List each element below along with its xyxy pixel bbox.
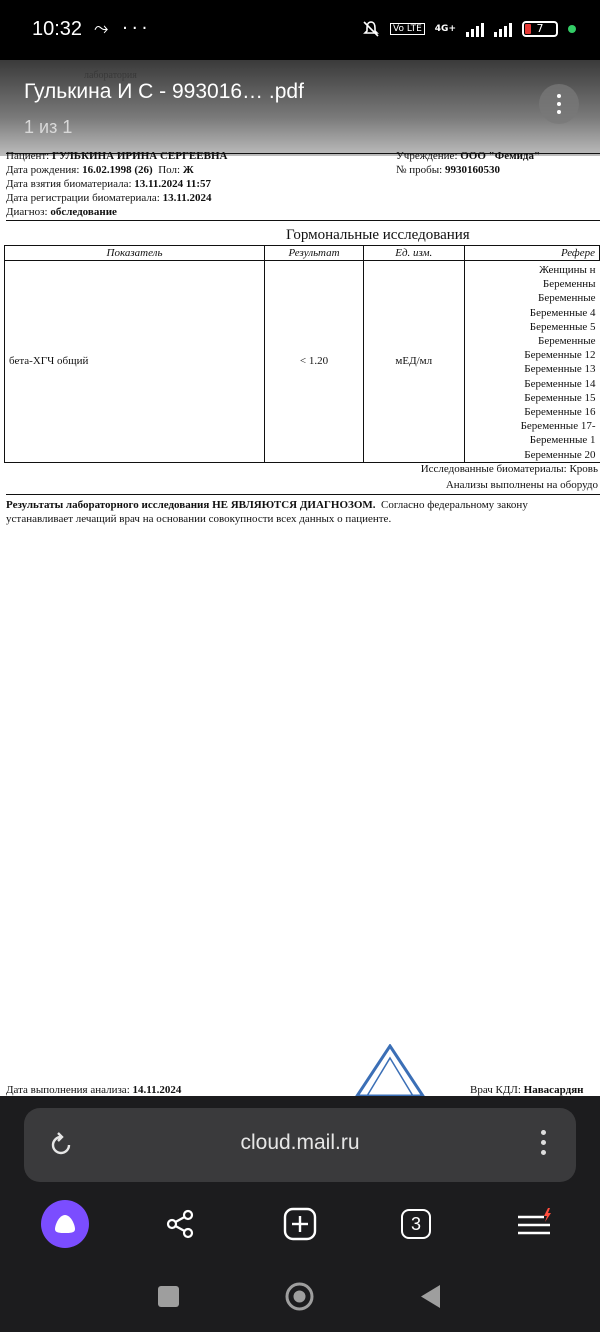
registered-label: Дата регистрации биоматериала: xyxy=(6,192,160,204)
battery-icon xyxy=(522,21,558,37)
sample-line xyxy=(396,164,500,176)
more-notifications-icon: ··· xyxy=(122,18,152,39)
mute-icon xyxy=(362,20,380,38)
signal-icon xyxy=(466,21,484,37)
browser-bottom-bar xyxy=(0,1096,600,1332)
diagnosis-value: обследование xyxy=(50,206,117,218)
reference-line: Женщины н xyxy=(539,264,596,276)
result-cell: < 1.20 xyxy=(265,261,364,463)
lab-logo-text: лаборатория xyxy=(84,70,137,81)
institution-label: Учреждение: xyxy=(396,150,458,162)
lab-stamp xyxy=(355,1044,425,1096)
institution-line xyxy=(396,150,540,162)
back-button[interactable] xyxy=(420,1284,442,1309)
browser-toolbar xyxy=(0,1196,600,1256)
taken-value: 13.11.2024 11:57 xyxy=(134,178,211,190)
notification-icons xyxy=(94,18,151,39)
pdf-page[interactable] xyxy=(0,60,600,1096)
birth-value: 16.02.1998 (26) xyxy=(82,164,153,176)
reference-cell xyxy=(464,261,599,463)
patient-label: Пациент: xyxy=(6,150,50,162)
taken-label: Дата взятия биоматериала: xyxy=(6,178,132,190)
status-right xyxy=(362,20,576,38)
reference-line: Беременные 13 xyxy=(524,363,596,376)
sample-label: № пробы: xyxy=(396,164,443,176)
alice-icon xyxy=(52,1213,78,1235)
status-time: 10:32 xyxy=(32,18,83,40)
reference-line: Беременные 15 xyxy=(524,391,596,404)
recents-button[interactable] xyxy=(158,1286,179,1307)
share-button[interactable] xyxy=(156,1200,204,1248)
address-menu-button[interactable] xyxy=(541,1130,546,1155)
reference-line: Беременные 17- xyxy=(520,420,596,433)
volte-icon: Vo LTE xyxy=(390,23,425,35)
sample-value: 9930160530 xyxy=(444,164,500,176)
table-header xyxy=(5,246,600,261)
activity-icon: ⤳ xyxy=(94,18,113,39)
column-header: Ед. изм. xyxy=(364,246,465,261)
section-title: Гормональные исследования xyxy=(286,227,470,243)
hamburger-icon xyxy=(514,1207,554,1241)
reference-line: Беременные 4 xyxy=(529,306,596,319)
reference-line: Беременны xyxy=(542,278,596,291)
reference-line: Беременные 5 xyxy=(529,320,596,333)
address-bar[interactable] xyxy=(24,1108,576,1182)
page-indicator: 1 из 1 xyxy=(24,117,73,137)
viewer-menu-button[interactable] xyxy=(539,84,579,124)
url-text[interactable]: cloud.mail.ru xyxy=(240,1131,360,1154)
results-table xyxy=(4,245,600,463)
reference-line: Беременные xyxy=(538,292,596,305)
equipment-line: Анализы выполнены на оборудо xyxy=(445,479,598,491)
status-bar xyxy=(0,0,600,60)
disclaimer-line xyxy=(6,499,528,511)
sex-label: Пол: xyxy=(158,164,181,176)
birth-label: Дата рождения: xyxy=(6,164,80,176)
tabs-count: 3 xyxy=(410,1213,421,1234)
reference-line: Беременные 14 xyxy=(524,377,596,390)
completion-line xyxy=(6,1084,181,1096)
disclaimer-bold: Результаты лабораторного исследования НЕ ЯВЛЯЮТСЯ ДИАГНОЗОМ. xyxy=(6,499,376,511)
institution-value: ООО "Фемида" xyxy=(460,150,541,162)
share-icon xyxy=(163,1207,197,1241)
doctor-value: Навасардян xyxy=(523,1084,584,1096)
doctor-line xyxy=(470,1084,584,1096)
file-title: Гулькина И С - 993016… .pdf xyxy=(24,80,304,103)
dot-icon xyxy=(568,25,576,33)
doctor-label: Врач КДЛ: xyxy=(470,1084,521,1096)
table-row xyxy=(5,261,600,463)
registered-value: 13.11.2024 xyxy=(162,192,212,204)
network-type: 4G+ xyxy=(434,23,456,34)
diagnosis-line xyxy=(6,206,117,218)
disclaimer-rest: Согласно федеральному закону xyxy=(381,499,528,511)
alice-assistant-button[interactable] xyxy=(41,1200,89,1248)
reference-line: Беременные 12 xyxy=(524,349,596,362)
column-header: Показатель xyxy=(5,246,265,261)
indicator-cell: бета-ХГЧ общий xyxy=(5,261,265,463)
diagnosis-label: Диагноз: xyxy=(6,206,48,218)
system-nav-bar xyxy=(0,1266,600,1332)
unit-cell: мЕД/мл xyxy=(364,261,465,463)
reference-line: Беременные 20 xyxy=(524,448,596,461)
completion-value: 14.11.2024 xyxy=(132,1084,182,1096)
new-tab-button[interactable] xyxy=(276,1200,324,1248)
divider xyxy=(6,220,600,221)
main-menu-button[interactable] xyxy=(510,1200,558,1248)
battery-level: 7 xyxy=(536,22,544,35)
reference-line: Беременные xyxy=(538,335,596,348)
plus-icon xyxy=(283,1207,317,1241)
patient-line xyxy=(6,150,227,162)
completion-label: Дата выполнения анализа: xyxy=(6,1084,130,1096)
disclaimer-line-2: устанавливает лечащий врач на основании совокупности всех данных о пациенте. xyxy=(6,513,392,525)
signal-icon-2 xyxy=(494,21,512,37)
biomaterials-line: Исследованные биоматериалы: Кровь xyxy=(420,463,598,475)
tabs-icon xyxy=(401,1209,431,1239)
column-header: Рефере xyxy=(464,246,599,261)
divider xyxy=(6,494,600,495)
home-button[interactable] xyxy=(284,1281,315,1312)
tabs-button[interactable] xyxy=(392,1200,440,1248)
column-header: Результат xyxy=(265,246,364,261)
birth-line xyxy=(6,164,194,176)
patient-name: ГУЛЬКИНА ИРИНА СЕРГЕЕВНА xyxy=(51,150,228,162)
taken-line xyxy=(6,178,211,190)
registered-line xyxy=(6,192,211,204)
sex-value: Ж xyxy=(182,164,194,176)
reference-line: Беременные 16 xyxy=(524,406,596,419)
reference-line: Беременные 1 xyxy=(529,434,596,447)
